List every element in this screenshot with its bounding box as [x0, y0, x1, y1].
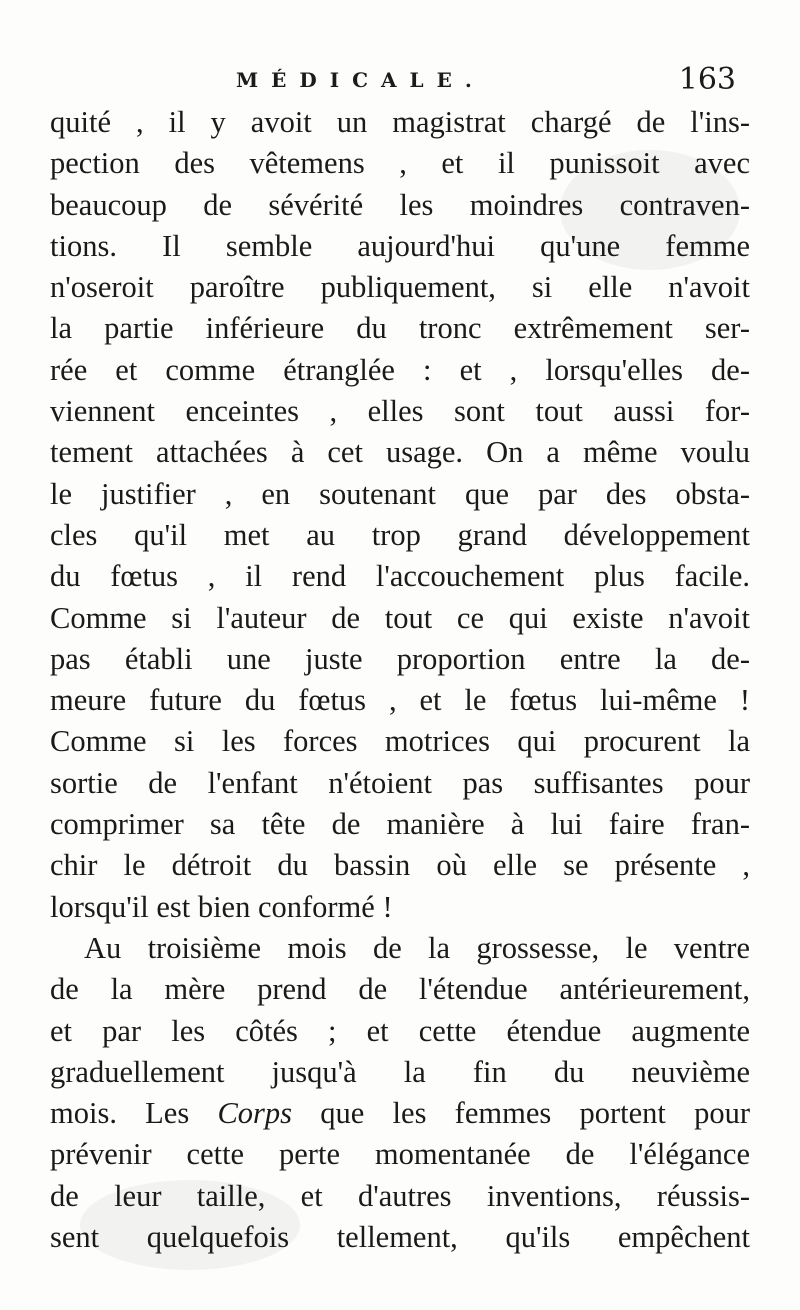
- text-run: mois. Les: [50, 1096, 218, 1131]
- text-line: meure future du fœtus , et le fœtus lui-même !: [50, 683, 750, 718]
- text-line: pection des vêtemens , et il punissoit avec: [50, 146, 750, 181]
- text-line: du fœtus , il rend l'accouchement plus facile.: [50, 559, 750, 594]
- text-line: le justifier , en soutenant que par des obsta-: [50, 476, 750, 511]
- text-line: viennent enceintes , elles sont tout aussi for-: [50, 394, 750, 429]
- text-line: cles qu'il met au trop grand développement: [50, 517, 750, 552]
- text-line: et par les côtés ; et cette étendue augmente: [50, 1013, 750, 1048]
- text-line: quité , il y avoit un magistrat chargé de l'ins-: [50, 105, 750, 139]
- text-line: graduellement jusqu'à la fin du neuvième: [50, 1054, 750, 1089]
- running-head: MÉDICALE.: [236, 68, 485, 92]
- text-line: pas établi une juste proportion entre la de-: [50, 641, 750, 676]
- text-line: n'oseroit paroître publiquement, si elle n'avoit: [50, 270, 750, 305]
- paragraph: [50, 102, 750, 928]
- text-line: de la mère prend de l'étendue antérieurement,: [50, 972, 750, 1007]
- page-number: 163: [678, 62, 736, 97]
- body-text: [50, 102, 750, 1258]
- text-line: rée et comme étranglée : et , lorsqu'elles de-: [50, 352, 750, 387]
- text-line: comprimer sa tête de manière à lui faire fran-: [50, 807, 750, 842]
- italic-term: Corps: [217, 1096, 293, 1131]
- text-line: prévenir cette perte momentanée de l'élégance: [50, 1137, 750, 1172]
- text-line: lorsqu'il est bien conformé !: [50, 889, 393, 924]
- text-line: chir le détroit du bassin où elle se présente ,: [50, 848, 750, 883]
- text-line: Au troisième mois de la grossesse, le ventre: [84, 930, 750, 965]
- text-line: Comme si l'auteur de tout ce qui existe n'avoit: [50, 600, 750, 635]
- text-run: que les femmes portent pour: [292, 1096, 750, 1131]
- text-line: de leur taille, et d'autres inventions, réussis-: [50, 1178, 750, 1213]
- text-line: beaucoup de sévérité les moindres contraven-: [50, 187, 750, 222]
- page-header: [50, 62, 750, 102]
- text-line: sent quelquefois tellement, qu'ils empêchent: [50, 1220, 750, 1255]
- text-line: tement attachées à cet usage. On a même voulu: [50, 435, 750, 470]
- text-line: tions. Il semble aujourd'hui qu'une femme: [50, 228, 750, 263]
- text-line: Comme si les forces motrices qui procurent la: [50, 724, 750, 759]
- text-line: sortie de l'enfant n'étoient pas suffisantes pour: [50, 765, 750, 800]
- paragraph: [50, 928, 750, 1258]
- text-line: [50, 1093, 750, 1134]
- text-line: la partie inférieure du tronc extrêmement ser-: [50, 311, 750, 346]
